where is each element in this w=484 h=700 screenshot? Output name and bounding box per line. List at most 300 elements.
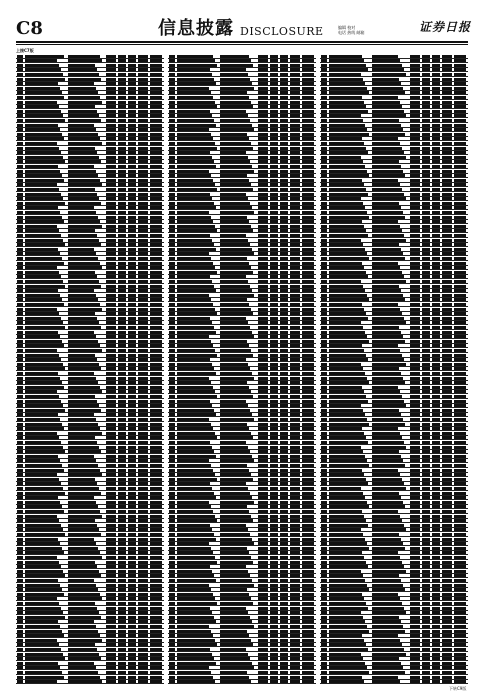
table-cell (290, 211, 300, 214)
table-cell (329, 165, 365, 168)
table-cell (177, 625, 209, 628)
table-cell (25, 68, 61, 71)
table-cell (68, 418, 96, 421)
table-cell (410, 156, 420, 159)
table-cell (106, 390, 116, 393)
table-cell (270, 630, 278, 633)
table-cell (118, 298, 126, 301)
table-cell (321, 542, 327, 545)
table-cell (138, 312, 148, 315)
table-cell (169, 137, 175, 140)
table-cell (258, 179, 268, 182)
table-cell (177, 593, 213, 596)
table-cell (220, 119, 250, 122)
table-cell (118, 280, 126, 283)
table-cell (290, 202, 300, 205)
table-cell (106, 133, 116, 136)
table-cell (258, 321, 268, 324)
table-cell (280, 202, 288, 205)
table-cell (138, 206, 148, 209)
table-cell (432, 206, 440, 209)
table-cell (150, 574, 162, 577)
table-cell (258, 326, 268, 329)
table-cell (220, 64, 253, 67)
table-cell (128, 616, 136, 619)
table-cell (25, 423, 62, 426)
table-cell (329, 183, 364, 186)
table-cell (128, 321, 136, 324)
table-cell (454, 501, 466, 504)
table-cell (321, 367, 327, 370)
table-cell (321, 505, 327, 508)
table-cell (410, 78, 420, 81)
table-cell (138, 147, 148, 150)
table-cell (454, 262, 466, 265)
table-cell (302, 588, 314, 591)
table-cell (442, 653, 452, 656)
table-cell (68, 331, 94, 334)
table-cell (372, 390, 400, 393)
table-cell (220, 676, 249, 679)
table-cell (106, 151, 116, 154)
table-cell (128, 262, 136, 265)
table-cell (270, 124, 278, 127)
table-cell (432, 147, 440, 150)
table-cell (17, 165, 23, 168)
table-cell (25, 354, 59, 357)
table-cell (280, 239, 288, 242)
table-cell (372, 620, 401, 623)
table-cell (432, 179, 440, 182)
table-cell (220, 446, 248, 449)
table-cell (422, 427, 430, 430)
table-cell (321, 128, 327, 131)
table-cell (432, 239, 440, 242)
table-cell (422, 607, 430, 610)
table-cell (372, 229, 402, 232)
table-cell (372, 505, 405, 508)
table-cell (258, 570, 268, 573)
table-cell (106, 225, 116, 228)
table-cell (302, 257, 314, 260)
table-cell (138, 202, 148, 205)
table-cell (432, 377, 440, 380)
table-cell (106, 78, 116, 81)
table-cell (432, 275, 440, 278)
table-cell (258, 101, 268, 104)
table-cell (432, 73, 440, 76)
table-cell (177, 423, 211, 426)
table-cell (442, 588, 452, 591)
table-cell (258, 344, 268, 347)
table-cell (329, 234, 368, 237)
table-cell (138, 137, 148, 140)
table-cell (17, 436, 23, 439)
table-cell (432, 165, 440, 168)
table-cell (106, 551, 116, 554)
table-cell (432, 464, 440, 467)
table-cell (150, 482, 162, 485)
table-cell (220, 358, 246, 361)
table-cell (138, 634, 148, 637)
table-cell (169, 156, 175, 159)
table-cell (150, 363, 162, 366)
table-cell (302, 482, 314, 485)
table-cell (118, 183, 126, 186)
table-cell (422, 662, 430, 665)
table-cell (150, 266, 162, 269)
table-cell (280, 294, 288, 297)
table-cell (169, 275, 175, 278)
table-cell (177, 551, 213, 554)
table-cell (169, 59, 175, 62)
table-cell (432, 248, 440, 251)
table-cell (290, 643, 300, 646)
table-cell (302, 234, 314, 237)
table-cell (118, 409, 126, 412)
table-cell (280, 653, 288, 656)
table-cell (432, 570, 440, 573)
table-cell (329, 367, 363, 370)
table-cell (25, 266, 57, 269)
table-cell (329, 676, 362, 679)
table-cell (138, 87, 148, 90)
table-cell (128, 427, 136, 430)
table-cell (128, 133, 136, 136)
table-cell (258, 432, 268, 435)
table-cell (329, 124, 365, 127)
table-cell (220, 423, 247, 426)
table-cell (290, 519, 300, 522)
table-cell (432, 68, 440, 71)
table-cell (432, 404, 440, 407)
table-cell (321, 607, 327, 610)
table-cell (150, 459, 162, 462)
table-cell (138, 183, 148, 186)
table-cell (422, 156, 430, 159)
table-cell (270, 666, 278, 669)
table-cell (169, 340, 175, 343)
table-cell (410, 404, 420, 407)
table-cell (290, 280, 300, 283)
table-cell (68, 616, 101, 619)
table-cell (321, 280, 327, 283)
table-cell (422, 285, 430, 288)
table-cell (329, 450, 363, 453)
table-cell (290, 390, 300, 393)
table-cell (258, 588, 268, 591)
table-cell (329, 354, 366, 357)
table-cell (68, 64, 95, 67)
table-cell (220, 285, 250, 288)
table-cell (177, 515, 215, 518)
table-cell (138, 59, 148, 62)
table-cell (422, 436, 430, 439)
table-cell (321, 179, 327, 182)
table-cell (17, 432, 23, 435)
table-cell (442, 321, 452, 324)
table-cell (17, 349, 23, 352)
table-cell (302, 570, 314, 573)
table-cell (150, 206, 162, 209)
table-cell (290, 620, 300, 623)
table-cell (454, 579, 466, 582)
table-cell (454, 142, 466, 145)
table-cell (290, 206, 300, 209)
table-cell (442, 639, 452, 642)
table-cell (106, 188, 116, 191)
table-cell (422, 680, 430, 683)
table-cell (321, 266, 327, 269)
table-cell (410, 197, 420, 200)
table-cell (442, 78, 452, 81)
table-cell (177, 229, 217, 232)
table-cell (270, 533, 278, 536)
table-cell (25, 538, 58, 541)
table-cell (442, 280, 452, 283)
table-cell (372, 657, 399, 660)
table-cell (177, 607, 210, 610)
table-cell (270, 390, 278, 393)
table-cell (280, 409, 288, 412)
table-cell (321, 321, 327, 324)
table-cell (17, 551, 23, 554)
table-cell (169, 55, 175, 58)
table-cell (280, 55, 288, 58)
table-cell (290, 459, 300, 462)
table-cell (138, 91, 148, 94)
table-cell (150, 505, 162, 508)
table-cell (177, 584, 209, 587)
table-cell (432, 266, 440, 269)
table-cell (329, 515, 364, 518)
table-cell (454, 597, 466, 600)
table-cell (329, 151, 368, 154)
table-cell (432, 400, 440, 403)
table-cell (270, 620, 278, 623)
table-cell (372, 82, 401, 85)
table-cell (128, 524, 136, 527)
table-cell (329, 653, 361, 656)
table-cell (220, 538, 252, 541)
table-cell (169, 82, 175, 85)
table-cell (410, 124, 420, 127)
table-cell (329, 340, 369, 343)
table-cell (25, 427, 64, 430)
table-cell (169, 455, 175, 458)
table-cell (410, 676, 420, 679)
table-cell (454, 266, 466, 269)
table-cell (372, 96, 398, 99)
table-cell (422, 547, 430, 550)
table-cell (432, 441, 440, 444)
table-cell (372, 358, 404, 361)
table-cell (372, 418, 403, 421)
table-cell (17, 671, 23, 674)
table-cell (270, 519, 278, 522)
table-cell (128, 151, 136, 154)
table-cell (442, 308, 452, 311)
table-cell (329, 193, 368, 196)
table-cell (106, 354, 116, 357)
table-cell (442, 367, 452, 370)
table-cell (177, 418, 209, 421)
table-cell (442, 584, 452, 587)
table-cell (280, 91, 288, 94)
table-cell (422, 280, 430, 283)
table-cell (442, 137, 452, 140)
table-cell (372, 597, 400, 600)
table-cell (454, 363, 466, 366)
table-cell (454, 114, 466, 117)
table-cell (422, 321, 430, 324)
table-cell (432, 335, 440, 338)
table-cell (169, 588, 175, 591)
table-cell (442, 607, 452, 610)
table-cell (138, 266, 148, 269)
table-cell (302, 82, 314, 85)
table-cell (329, 487, 361, 490)
table-rows (16, 54, 164, 684)
table-cell (454, 538, 466, 541)
table-cell (25, 676, 64, 679)
table-cell (118, 206, 126, 209)
table-cell (410, 634, 420, 637)
table-cell (68, 197, 99, 200)
table-cell (177, 574, 214, 577)
table-cell (432, 611, 440, 614)
table-cell (372, 280, 406, 283)
table-cell (302, 528, 314, 531)
table-cell (280, 432, 288, 435)
table-cell (270, 105, 278, 108)
table-cell (128, 648, 136, 651)
table-cell (150, 423, 162, 426)
table-cell (25, 418, 60, 421)
table-cell (442, 492, 452, 495)
table-cell (106, 303, 116, 306)
table-cell (169, 128, 175, 131)
table-cell (372, 248, 401, 251)
table-cell (17, 308, 23, 311)
table-cell (302, 496, 314, 499)
table-cell (422, 459, 430, 462)
table-cell (422, 501, 430, 504)
table-cell (150, 294, 162, 297)
table-cell (329, 326, 363, 329)
table-cell (410, 151, 420, 154)
table-cell (422, 55, 430, 58)
table-cell (220, 82, 252, 85)
table-cell (258, 220, 268, 223)
table-cell (169, 400, 175, 403)
table-cell (422, 363, 430, 366)
table-cell (128, 469, 136, 472)
table-cell (25, 96, 64, 99)
table-cell (290, 114, 300, 117)
table-cell (372, 257, 405, 260)
table-cell (150, 202, 162, 205)
table-cell (432, 510, 440, 513)
table-cell (118, 625, 126, 628)
table-cell (329, 229, 366, 232)
table-cell (410, 505, 420, 508)
table-cell (290, 91, 300, 94)
table-cell (17, 574, 23, 577)
table-cell (68, 459, 96, 462)
table-cell (329, 427, 362, 430)
table-cell (410, 234, 420, 237)
table-cell (372, 611, 406, 614)
table-cell (68, 252, 96, 255)
table-cell (290, 73, 300, 76)
table-cell (329, 160, 363, 163)
table-cell (25, 597, 57, 600)
table-cell (150, 96, 162, 99)
table-cell (17, 450, 23, 453)
table-cell (220, 165, 252, 168)
table-cell (410, 363, 420, 366)
table-cell (17, 68, 23, 71)
table-cell (118, 404, 126, 407)
table-cell (432, 381, 440, 384)
table-cell (454, 156, 466, 159)
table-cell (106, 579, 116, 582)
table-cell (258, 68, 268, 71)
table-cell (302, 87, 314, 90)
table-cell (422, 183, 430, 186)
table-cell (372, 404, 406, 407)
table-cell (150, 183, 162, 186)
table-cell (410, 436, 420, 439)
table-cell (68, 188, 95, 191)
table-cell (422, 128, 430, 131)
table-cell (321, 551, 327, 554)
table-cell (258, 285, 268, 288)
table-cell (138, 620, 148, 623)
table-cell (25, 611, 63, 614)
table-cell (258, 193, 268, 196)
table-cell (270, 450, 278, 453)
table-cell (321, 639, 327, 642)
table-cell (138, 528, 148, 531)
table-cell (220, 381, 247, 384)
table-cell (432, 289, 440, 292)
table-cell (138, 441, 148, 444)
table-cell (258, 657, 268, 660)
table-cell (220, 492, 250, 495)
table-cell (68, 105, 95, 108)
table-cell (432, 533, 440, 536)
table-cell (177, 303, 213, 306)
table-cell (118, 128, 126, 131)
table-cell (270, 643, 278, 646)
table-cell (25, 593, 64, 596)
table-cell (25, 377, 60, 380)
table-cell (432, 349, 440, 352)
table-cell (372, 653, 406, 656)
table-cell (454, 64, 466, 67)
table-cell (118, 597, 126, 600)
table-cell (169, 450, 175, 453)
table-cell (270, 547, 278, 550)
table-cell (290, 533, 300, 536)
table-cell (25, 344, 64, 347)
table-cell (442, 73, 452, 76)
table-cell (302, 492, 314, 495)
table-cell (302, 128, 314, 131)
table-cell (150, 211, 162, 214)
